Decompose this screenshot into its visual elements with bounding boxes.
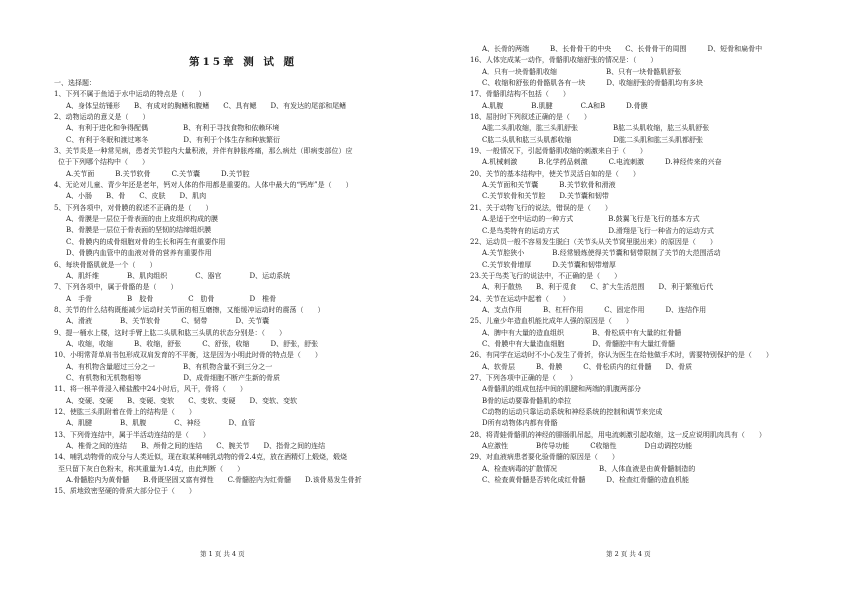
answer-options: A、脾中有大量的造血组织 B、骨松质中有大量的红骨髓 (482, 328, 682, 337)
question-line: 27、下列各项中正确的是（ ） (470, 373, 577, 382)
answer-options: A、长骨的两端 B、长骨骨干的中央 C、长骨骨干的周围 D、短骨和扁骨中 (482, 45, 763, 53)
answer-options: A、身体呈纺锤形 B、有成对的胸鳍和腹鳍 C、具有鳃 D、有发达的尾部和尾鳍 (66, 101, 347, 110)
answer-options: C、收缩和舒张的骨骼肌各有一块 D、收缩舒张的骨骼肌均有多块 (482, 79, 703, 88)
answer-options: A、骨膜是一层位于骨表面的由上皮组织构成的膜 (66, 215, 219, 224)
page-title: 第15章 测 试 题 (188, 56, 298, 68)
answer-options: A、肌腱 B、肌腹 C、神经 D、血管 (66, 419, 256, 428)
answer-options: C肱二头肌和肱三头肌都收缩 D肱二头肌和肱三头肌都舒张 (482, 135, 703, 144)
answer-options: B、骨膜是一层位于骨表面的坚韧的结缔组织膜 (66, 226, 212, 235)
question-line: 28、将青蛙骨骼肌的神经的腓肠肌吊起，用电流刺激引起收缩，这一反应说明肌肉具有（ ） (470, 430, 766, 439)
right-column (470, 0, 832, 486)
answer-options: A.关节面和关节囊 B.关节软骨和滑液 (482, 181, 616, 190)
answer-options: A、利于散热 B、利于觅食 C、扩大生活范围 D、利于繁殖后代 (482, 283, 714, 292)
answer-options: A.骨髓腔内为黄骨髓 B.骨既坚固又富有弹性 C.骨髓腔内为红骨髓 D.该骨易发生骨折 (66, 476, 362, 485)
question-line: 18、屈肘时下列叙述正确的是（ ） (470, 113, 591, 122)
question-line: 5、下列各项中，对骨膜的叙述不正确的是（ ） (54, 203, 213, 212)
answer-options: A.肌腹 B.肌腱 C.A和B D.骨膜 (482, 101, 648, 110)
question-line: 一、选择题： (54, 79, 96, 87)
question-line: 4、无论对儿童、青少年还是老年，钙对人体的作用都是重要的。人体中最大的“钙库”是（ ） (54, 181, 353, 190)
answer-options: C.是鸟类特有的运动方式 D.滑翔是飞行一种省力的运动方式 (482, 226, 714, 235)
answer-options: C、有机物和无机物相等 D、成骨细胞不断产生新的骨质 (66, 373, 280, 382)
question-line: 16、人体完成某一动作，骨骼肌收缩舒张的情况是：（ ） (470, 56, 658, 65)
answer-options: C、有利于冬眠和渡过寒冬 D、有利于个体生存和种族繁衍 (66, 135, 280, 144)
question-line: 3、关节炎是一种常见病，患者关节腔内大量积液，并伴有肿胀疼痛，那么病灶（即病变部位）应 (54, 147, 353, 156)
question-line: 1、下列不属于鱼适于水中运动的特点是（ ） (54, 90, 206, 99)
answer-options: A．只有一块骨骼肌收缩 B、只有一块骨骼肌舒张 (482, 67, 682, 76)
question-line: 20、关节的基本结构中，使关节灵活自如的是（ ） (470, 169, 640, 178)
left-column (54, 0, 432, 498)
question-line: 23.关于鸟类飞行的说法中，不正确的是（ ） (470, 271, 622, 280)
answer-options: D、骨膜内血管中的血液对骨的营养有重要作用 (66, 249, 212, 258)
answer-options: A、椎骨之间的连结 B、颅骨之间的连结 C、腕关节 D、指骨之间的连结 (66, 442, 326, 450)
question-line: 13、下列骨连结中，属于半活动连结的是（ ） (54, 430, 210, 439)
question-line: 9、提一桶水上楼，这时手臂上肱二头肌和肱三头肌的状态分别是：（ ） (54, 328, 286, 337)
answer-options: C.关节软骨和关节腔 D.关节囊和韧带 (482, 192, 609, 201)
question-line: 15、质地致密坚硬的骨质大部分位于（ ） (54, 487, 196, 496)
question-line: 10、小明常背单肩书包形成双肩发育的不平衡，这是因为小明此时骨的特点是（ ） (54, 351, 322, 360)
question-line: 位于下列哪个结构中（ ） (58, 158, 149, 167)
question-line: 25、儿童少年造血机能比成年人强的原因是（ ） (470, 317, 633, 326)
question-line: 2、动物运动的意义是（ ） (54, 113, 150, 122)
footer-page-1: 第 1 页 共 4 页 (200, 550, 245, 558)
right-question-list (470, 44, 832, 486)
answer-options: D所有动物体内都有骨骼 (482, 419, 558, 428)
answer-options: C、骨膜中有大量造血细胞 D、骨髓腔中有大量红骨髓 (482, 339, 675, 348)
answer-options: A骨骼肌的组成包括中间的肌腱和两端的肌腹两部分 (482, 385, 642, 394)
question-line: 17、骨骼肌结构不包括（ ） (470, 90, 570, 99)
answer-options: A.是适于空中运动的一种方式 B.鼓翼飞行是飞行的基本方式 (482, 215, 700, 224)
answer-options: A应激性 B传导功能 C收缩性 D自动调控功能 (482, 442, 693, 451)
question-line: 12、使肱三头肌附着在骨上的结构是（ ） (54, 407, 196, 416)
question-line: 至只留下灰白色粉末，称其重量为1.4克，由此判断（ ） (58, 464, 245, 473)
answer-options: A、收缩，收缩 B、收缩，舒张 C、舒张，收缩 D、舒张，舒张 (66, 339, 319, 348)
answer-options: A、有利于进化和争得配偶 B、有利于寻找食物和依赖环境 (66, 124, 280, 133)
question-line: 8、关节的什么结构既能减少运动时关节面的相互磨擦，又能缓冲运动时的震荡（ ） (54, 305, 325, 314)
answer-options: A、肌纤维 B、肌肉组织 C、器官 D、运动系统 (66, 271, 291, 280)
answer-options: A、软骨层 B、骨膜 C、骨松质内的红骨髓 D、骨质 (482, 362, 693, 371)
answer-options: A.关节腔狭小 B.经常锻炼使得关节囊和韧带限制了关节的大范围活动 (482, 249, 721, 258)
answer-options: C动物的运动只靠运动系统和神经系统的控制和调节来完成 (482, 408, 663, 416)
answer-options: A、检查病毒的扩散情况 B、人体血液是由黄骨髓制造的 (482, 464, 696, 473)
answer-options: A 手骨 B 胶骨 C 肋骨 D 椎骨 (66, 294, 277, 303)
question-line: 21、关于动物飞行的说法，错误的是（ ） (470, 203, 612, 212)
answer-options: A.关节面 B.关节软骨 C.关节囊 D.关节腔 (66, 169, 250, 178)
question-line: 22、运动员一般不容易发生脱臼（关节头从关节窝里脱出来）的原因是（ ） (470, 237, 717, 246)
question-line: 19、一般情况下，引起骨骼肌收缩的刺激来自于（ ） (470, 147, 647, 156)
answer-options: B骨的运动要靠骨骼肌的牵拉 (482, 396, 572, 405)
question-line: 29、对血液病患者要化验骨髓的原因是（ ） (470, 453, 619, 462)
question-line: 26、有同学在运动时不小心发生了骨折，你认为医生在给他做手术时，需要特别保护的是（ ） (470, 351, 773, 360)
answer-options: A肱二头肌收缩，肱三头肌舒张 B肱二头肌收缩，肱三头肌舒张 (482, 124, 710, 133)
answer-options: A、变硬、变硬 B、变硬、变软 C、变软、变硬 D、变软、变软 (66, 396, 298, 405)
footer-page-2: 第 2 页 共 4 页 (606, 550, 651, 558)
answer-options: A.机械刺激 B.化学药品刺激 C.电流刺激 D.神经传来的兴奋 (482, 158, 722, 167)
question-line: 14、哺乳动物骨的成分与人类近似，现在取某种哺乳动物的骨2.4克，放在酒精灯上煅烧，煅烧 (54, 453, 348, 462)
answer-options: A、有机物含量超过三分之一 B、有机物含量不到三分之一 (66, 362, 273, 371)
answer-options: A、滑液 B、关节软骨 C、韧带 D、关节囊 (66, 317, 270, 326)
answer-options: A、支点作用 B、杠杆作用 C、固定作用 D、连结作用 (482, 305, 707, 314)
question-line: 6、每块骨骼肌就是一个（ ） (54, 260, 157, 269)
answer-options: C.关节软骨增厚 D.关节囊和韧带增厚 (482, 260, 616, 269)
left-question-list (54, 78, 432, 498)
answer-options: A、小肠 B、骨 C、皮肤 D、肌肉 (66, 192, 207, 201)
question-line: 11、将一根羊骨浸入稀盐酸中24小时后，风干，骨将（ ） (54, 385, 247, 394)
question-line: 7、下列各项中，属于骨骼的是（ ） (54, 283, 178, 292)
question-line: 24、关节在运动中起着（ ） (470, 294, 570, 303)
answer-options: C、检查黄骨髓是否转化成红骨髓 D、检查红骨髓的造血机能 (482, 476, 689, 485)
answer-options: C、骨膜内的成骨细胞对骨的生长和再生有重要作用 (66, 237, 226, 246)
